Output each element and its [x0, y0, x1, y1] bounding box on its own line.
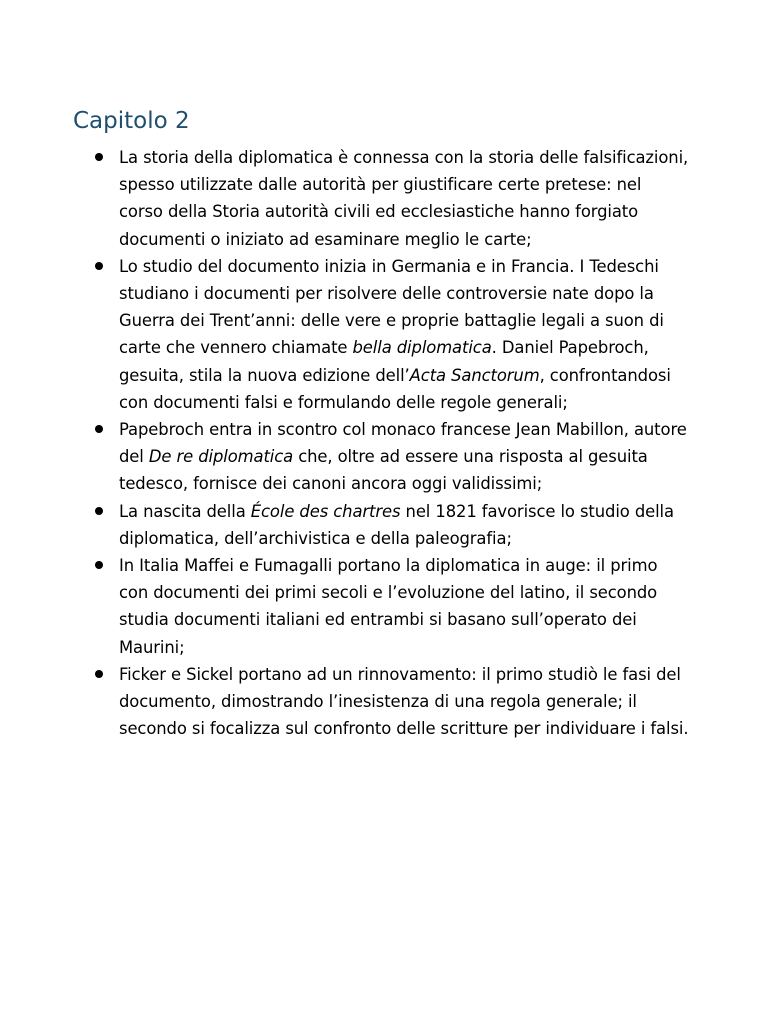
bullet-text: [119, 420, 687, 493]
list-item: [0, 498, 689, 552]
italic-title: École des chartres: [250, 501, 401, 521]
text-segment: In Italia Maffei e Fumagalli portano la diplomatica in auge: il primo con documenti dei primi secoli e l’evoluzione del latino, il secondo studia documenti italiani ed entrambi si basano sull’operato dei Maurini;: [119, 556, 658, 657]
list-item: [0, 144, 689, 253]
text-segment: che, oltre ad essere una risposta al gesuita tedesco, fornisce dei canoni ancora oggi validissimi;: [119, 447, 648, 494]
bullet-text: [119, 665, 688, 738]
text-segment: La storia della diplomatica è connessa con la storia delle falsificazioni, spesso utilizzate dalle autorità per giustificare certe pretese: nel corso della Storia autorità civili ed ecclesiastiche hanno forgiato documenti o iniziato ad esaminare meglio le carte;: [119, 148, 689, 249]
list-item: [0, 253, 689, 416]
text-segment: La nascita della: [119, 501, 251, 521]
bullet-dot-icon: [95, 262, 103, 270]
bullet-dot-icon: [95, 561, 103, 569]
italic-title: De re diplomatica: [148, 447, 294, 467]
bullet-dot-icon: [95, 425, 103, 433]
italic-title: bella diplomatica: [352, 338, 492, 358]
text-segment: nel 1821 favorisce lo studio della diplomatica, dell’archivistica e della paleografia;: [119, 501, 674, 548]
bullet-text: [119, 556, 657, 657]
text-segment: Papebroch entra in scontro col monaco francese Jean Mabillon, autore del: [119, 420, 687, 467]
text-segment: , confrontandosi con documenti falsi e formulando delle regole generali;: [119, 365, 671, 412]
list-item: [0, 661, 689, 743]
list-item: [0, 552, 689, 661]
bullet-list: [0, 144, 768, 742]
text-segment: . Daniel Papebroch, gesuita, stila la nuova edizione dell’: [119, 338, 649, 385]
bullet-text: [119, 502, 674, 548]
bullet-text: [119, 257, 671, 412]
bullet-text: [119, 148, 688, 249]
text-segment: Ficker e Sickel portano ad un rinnovamento: il primo studiò le fasi del documento, dimostrando l’inesistenza di una regola generale; il secondo si focalizza sul confronto delle scritture per individuare i falsi.: [119, 664, 689, 739]
bullet-dot-icon: [95, 153, 103, 161]
chapter-heading: Capitolo 2: [73, 108, 190, 134]
list-item: [0, 416, 689, 498]
bullet-dot-icon: [95, 507, 103, 515]
bullet-dot-icon: [95, 670, 103, 678]
italic-title: Acta Sanctorum: [409, 365, 540, 385]
text-segment: Lo studio del documento inizia in Germania e in Francia. I Tedeschi studiano i documenti per risolvere delle controversie nate dopo la Guerra dei Trent’anni: delle vere e proprie battaglie legali a suon di carte che vennero chiamate: [119, 256, 664, 358]
